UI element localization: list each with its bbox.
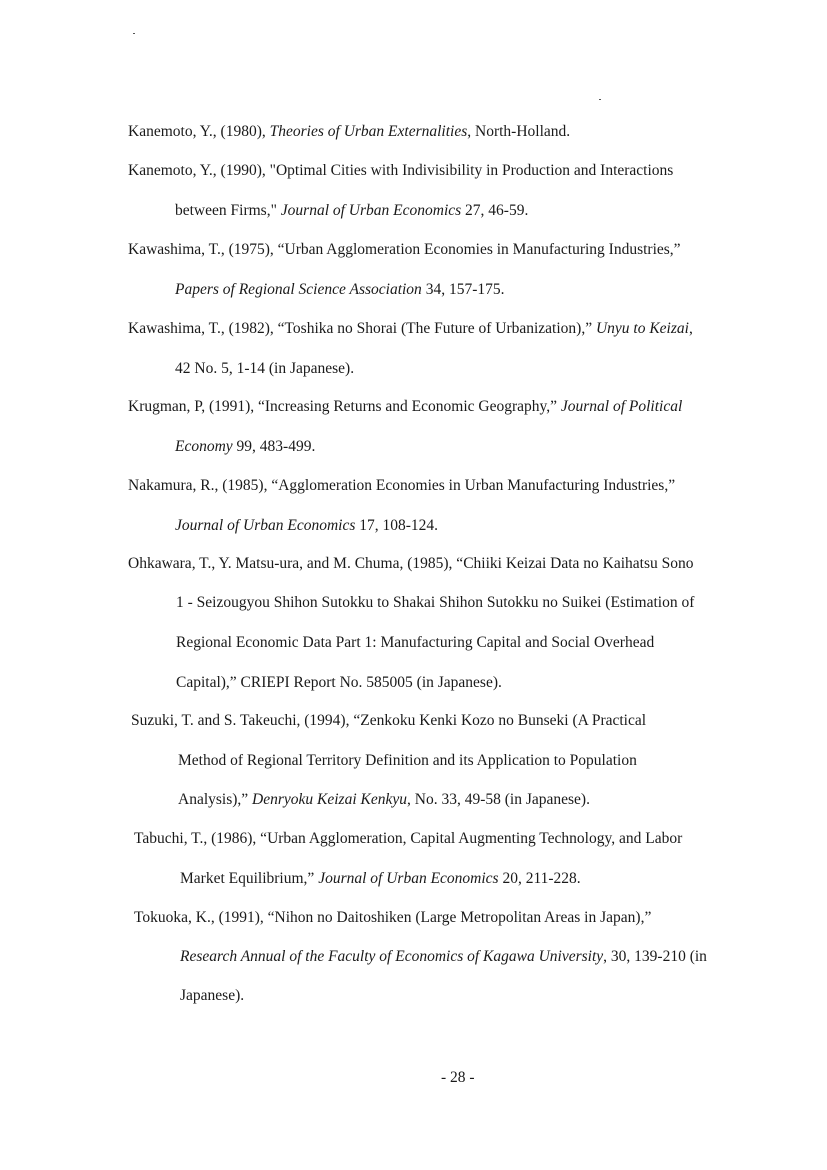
reference-text: 99, 483-499.	[232, 438, 316, 455]
reference-text: Regional Economic Data Part 1: Manufacturing Capital and Social Overhead	[176, 634, 655, 651]
reference-text: Kanemoto, Y., (1990), "Optimal Cities with Indivisibility in Production and Interactions	[128, 162, 674, 179]
reference-line	[175, 438, 315, 456]
italic-title: Economy	[175, 438, 233, 455]
reference-line	[176, 594, 694, 612]
reference-text: Nakamura, R., (1985), “Agglomeration Economies in Urban Manufacturing Industries,”	[128, 477, 676, 494]
reference-line	[134, 909, 651, 927]
reference-text: Tabuchi, T., (1986), “Urban Agglomeration, Capital Augmenting Technology, and Labor	[134, 830, 683, 847]
italic-title: Papers of Regional Science Association	[175, 281, 422, 298]
scan-speck	[133, 33, 135, 34]
italic-title: Unyu to Keizai	[595, 320, 689, 337]
reference-text: , No. 33, 49-58 (in Japanese).	[407, 791, 590, 808]
reference-text: Krugman, P, (1991), “Increasing Returns and Economic Geography,”	[128, 398, 561, 415]
reference-line	[175, 360, 354, 378]
reference-line	[180, 987, 244, 1005]
reference-line	[175, 202, 528, 220]
scan-speck	[599, 99, 601, 100]
reference-text: Japanese).	[180, 987, 245, 1004]
italic-title: Journal of Urban Economics	[175, 517, 356, 534]
reference-text: 1 - Seizougyou Shihon Sutokku to Shakai Shihon Sutokku no Suikei (Estimation of	[176, 594, 695, 611]
reference-line	[128, 398, 682, 416]
reference-line	[128, 123, 570, 141]
reference-text: Suzuki, T. and S. Takeuchi, (1994), “Zenkoku Kenki Kozo no Bunseki (A Practical	[131, 712, 647, 729]
italic-title: Journal of Urban Economics	[280, 202, 462, 219]
page-number: - 28 -	[441, 1069, 475, 1086]
reference-line	[178, 752, 637, 770]
reference-text: Kawashima, T., (1975), “Urban Agglomeration Economies in Manufacturing Industries,”	[128, 241, 681, 258]
reference-text: 17, 108-124.	[355, 517, 439, 534]
reference-line	[180, 948, 707, 966]
reference-text: , 30, 139-210 (in	[603, 948, 707, 965]
reference-text: Market Equilibrium,”	[180, 870, 319, 887]
reference-line	[175, 281, 504, 299]
reference-line	[134, 830, 682, 848]
italic-title: Journal of Political	[560, 398, 683, 415]
italic-title: Theories of Urban Externalities	[269, 123, 468, 140]
italic-title: Denryoku Keizai Kenkyu	[252, 791, 408, 808]
reference-text: Tokuoka, K., (1991), “Nihon no Daitoshiken (Large Metropolitan Areas in Japan),”	[134, 909, 652, 926]
reference-line	[128, 320, 693, 338]
reference-text: Kawashima, T., (1982), “Toshika no Shorai (The Future of Urbanization),”	[128, 320, 596, 337]
reference-text: Capital),” CRIEPI Report No. 585005 (in Japanese).	[176, 674, 502, 691]
reference-line	[178, 791, 590, 809]
reference-text: 42 No. 5, 1-14 (in Japanese).	[175, 360, 355, 377]
italic-title: Research Annual of the Faculty of Economics of Kagawa University	[180, 948, 604, 965]
reference-line	[128, 477, 675, 495]
reference-text: between Firms,"	[175, 202, 281, 219]
reference-line	[180, 870, 581, 888]
reference-text: 20, 211-228.	[498, 870, 581, 887]
reference-line	[128, 555, 694, 573]
reference-text: Method of Regional Territory Definition and its Application to Population	[178, 752, 637, 769]
reference-line	[131, 712, 646, 730]
reference-text: Kanemoto, Y., (1980),	[128, 123, 270, 140]
reference-line	[128, 162, 673, 180]
reference-line	[128, 241, 681, 259]
reference-text: 34, 157-175.	[421, 281, 505, 298]
reference-text: ,	[688, 320, 693, 337]
reference-text: Analysis),”	[178, 791, 253, 808]
reference-line	[175, 517, 438, 535]
reference-text: 27, 46-59.	[461, 202, 529, 219]
reference-line	[176, 674, 502, 692]
italic-title: Journal of Urban Economics	[318, 870, 499, 887]
reference-text: , North-Holland.	[467, 123, 571, 140]
reference-text: Ohkawara, T., Y. Matsu-ura, and M. Chuma, (1985), “Chiiki Keizai Data no Kaihatsu Sono	[128, 555, 694, 572]
reference-line	[176, 634, 654, 652]
